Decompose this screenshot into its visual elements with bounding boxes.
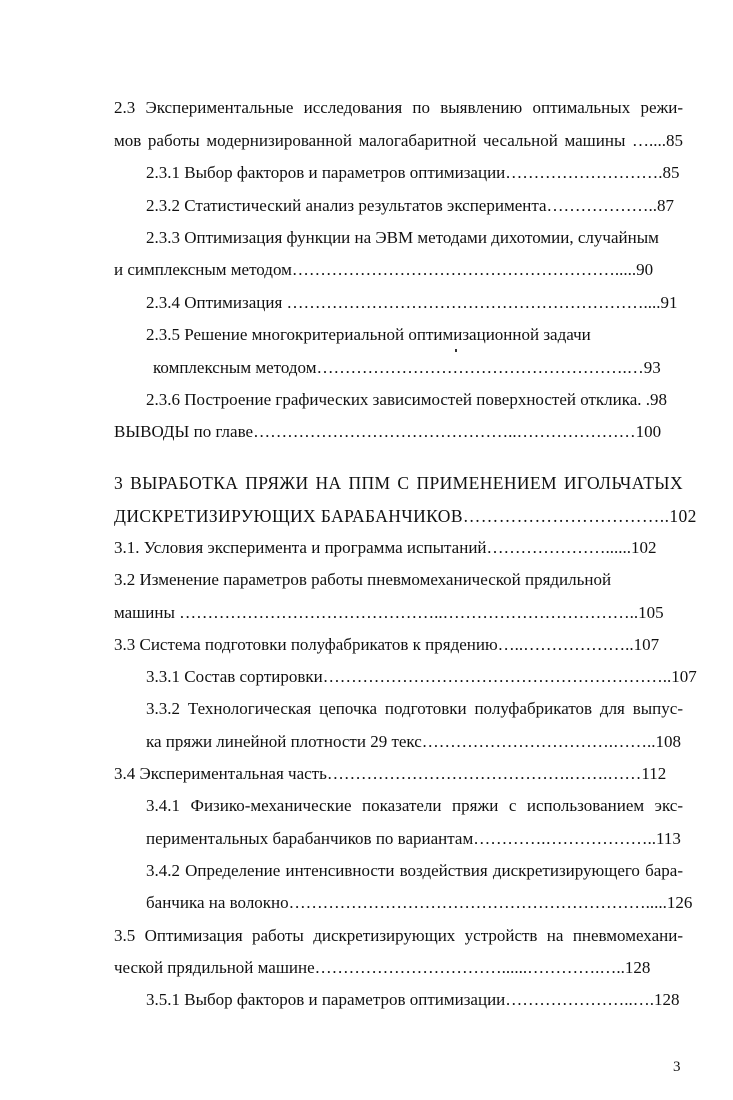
toc-line: 2.3.2 Статистический анализ результатов эксперимента………………..87 xyxy=(146,196,675,215)
toc-line: 2.3.1 Выбор факторов и параметров оптимизации……………………….85 xyxy=(146,163,680,182)
toc-line: 3.3.1 Состав сортировки……………………………………………………..107 xyxy=(146,667,697,686)
toc-line: 2.3.6 Построение графических зависимостей поверхностей отклика. .98 xyxy=(146,390,668,409)
toc-line: ВЫВОДЫ по главе………………………………………..…………………100 xyxy=(114,422,662,441)
toc-line: 3.3.2 Технологическая цепочка подготовки полуфабрикатов для выпус- xyxy=(146,699,683,718)
toc-line: ческой прядильной машине……………………………......………….…..128 xyxy=(114,958,651,977)
toc-line: 3.4.1 Физико-механические показатели пряжи с использованием экс- xyxy=(146,796,683,815)
toc-line: мов работы модернизированной малогабаритной чесальной машины …....85 xyxy=(114,131,683,150)
toc-line: 3.3 Система подготовки полуфабрикатов к прядению…..………………..107 xyxy=(114,635,660,654)
toc-line: машины ………………………………………..……………………………..105 xyxy=(114,603,664,622)
scan-speck xyxy=(455,349,457,352)
toc-line: банчика на волокно……………………………………………………….....126 xyxy=(146,893,693,912)
toc-line: ка пряжи линейной плотности 29 текс…………………………….……..108 xyxy=(146,732,682,751)
toc-line: 3.2 Изменение параметров работы пневмомеханической прядильной xyxy=(114,570,612,589)
toc-line: 2.3 Экспериментальные исследования по выявлению оптимальных режи- xyxy=(114,98,683,117)
toc-line: периментальных барабанчиков по вариантам………….………………..113 xyxy=(146,829,681,848)
toc-line: 3.4 Экспериментальная часть…………………………………….…….……112 xyxy=(114,764,667,783)
toc-line: 3.1. Условия эксперимента и программа испытаний…………………......102 xyxy=(114,538,657,557)
toc-line: 3.4.2 Определение интенсивности воздействия дискретизирующего бара- xyxy=(146,861,683,880)
toc-line: и симплексным методом………………………………………………….....90 xyxy=(114,260,654,279)
toc-chapter-heading: 3 ВЫРАБОТКА ПРЯЖИ НА ППМ С ПРИМЕНЕНИЕМ ИГОЛЬЧАТЫХ xyxy=(114,473,683,493)
toc-line: 3.5.1 Выбор факторов и параметров оптимизации…………………..….128 xyxy=(146,990,680,1009)
toc-line: комплексным методом……………………………………………….…93 xyxy=(153,358,661,377)
toc-line: 2.3.5 Решение многокритериальной оптимизационной задачи xyxy=(146,325,591,344)
toc-chapter-heading: ДИСКРЕТИЗИРУЮЩИХ БАРАБАНЧИКОВ……………………………..102 xyxy=(114,506,697,526)
toc-line: 2.3.3 Оптимизация функции на ЭВМ методами дихотомии, случайным xyxy=(146,228,659,247)
page-number: 3 xyxy=(673,1059,681,1075)
toc-line: 2.3.4 Оптимизация ………………………………………………………....91 xyxy=(146,293,678,312)
toc-line: 3.5 Оптимизация работы дискретизирующих устройств на пневмомехани- xyxy=(114,926,683,945)
